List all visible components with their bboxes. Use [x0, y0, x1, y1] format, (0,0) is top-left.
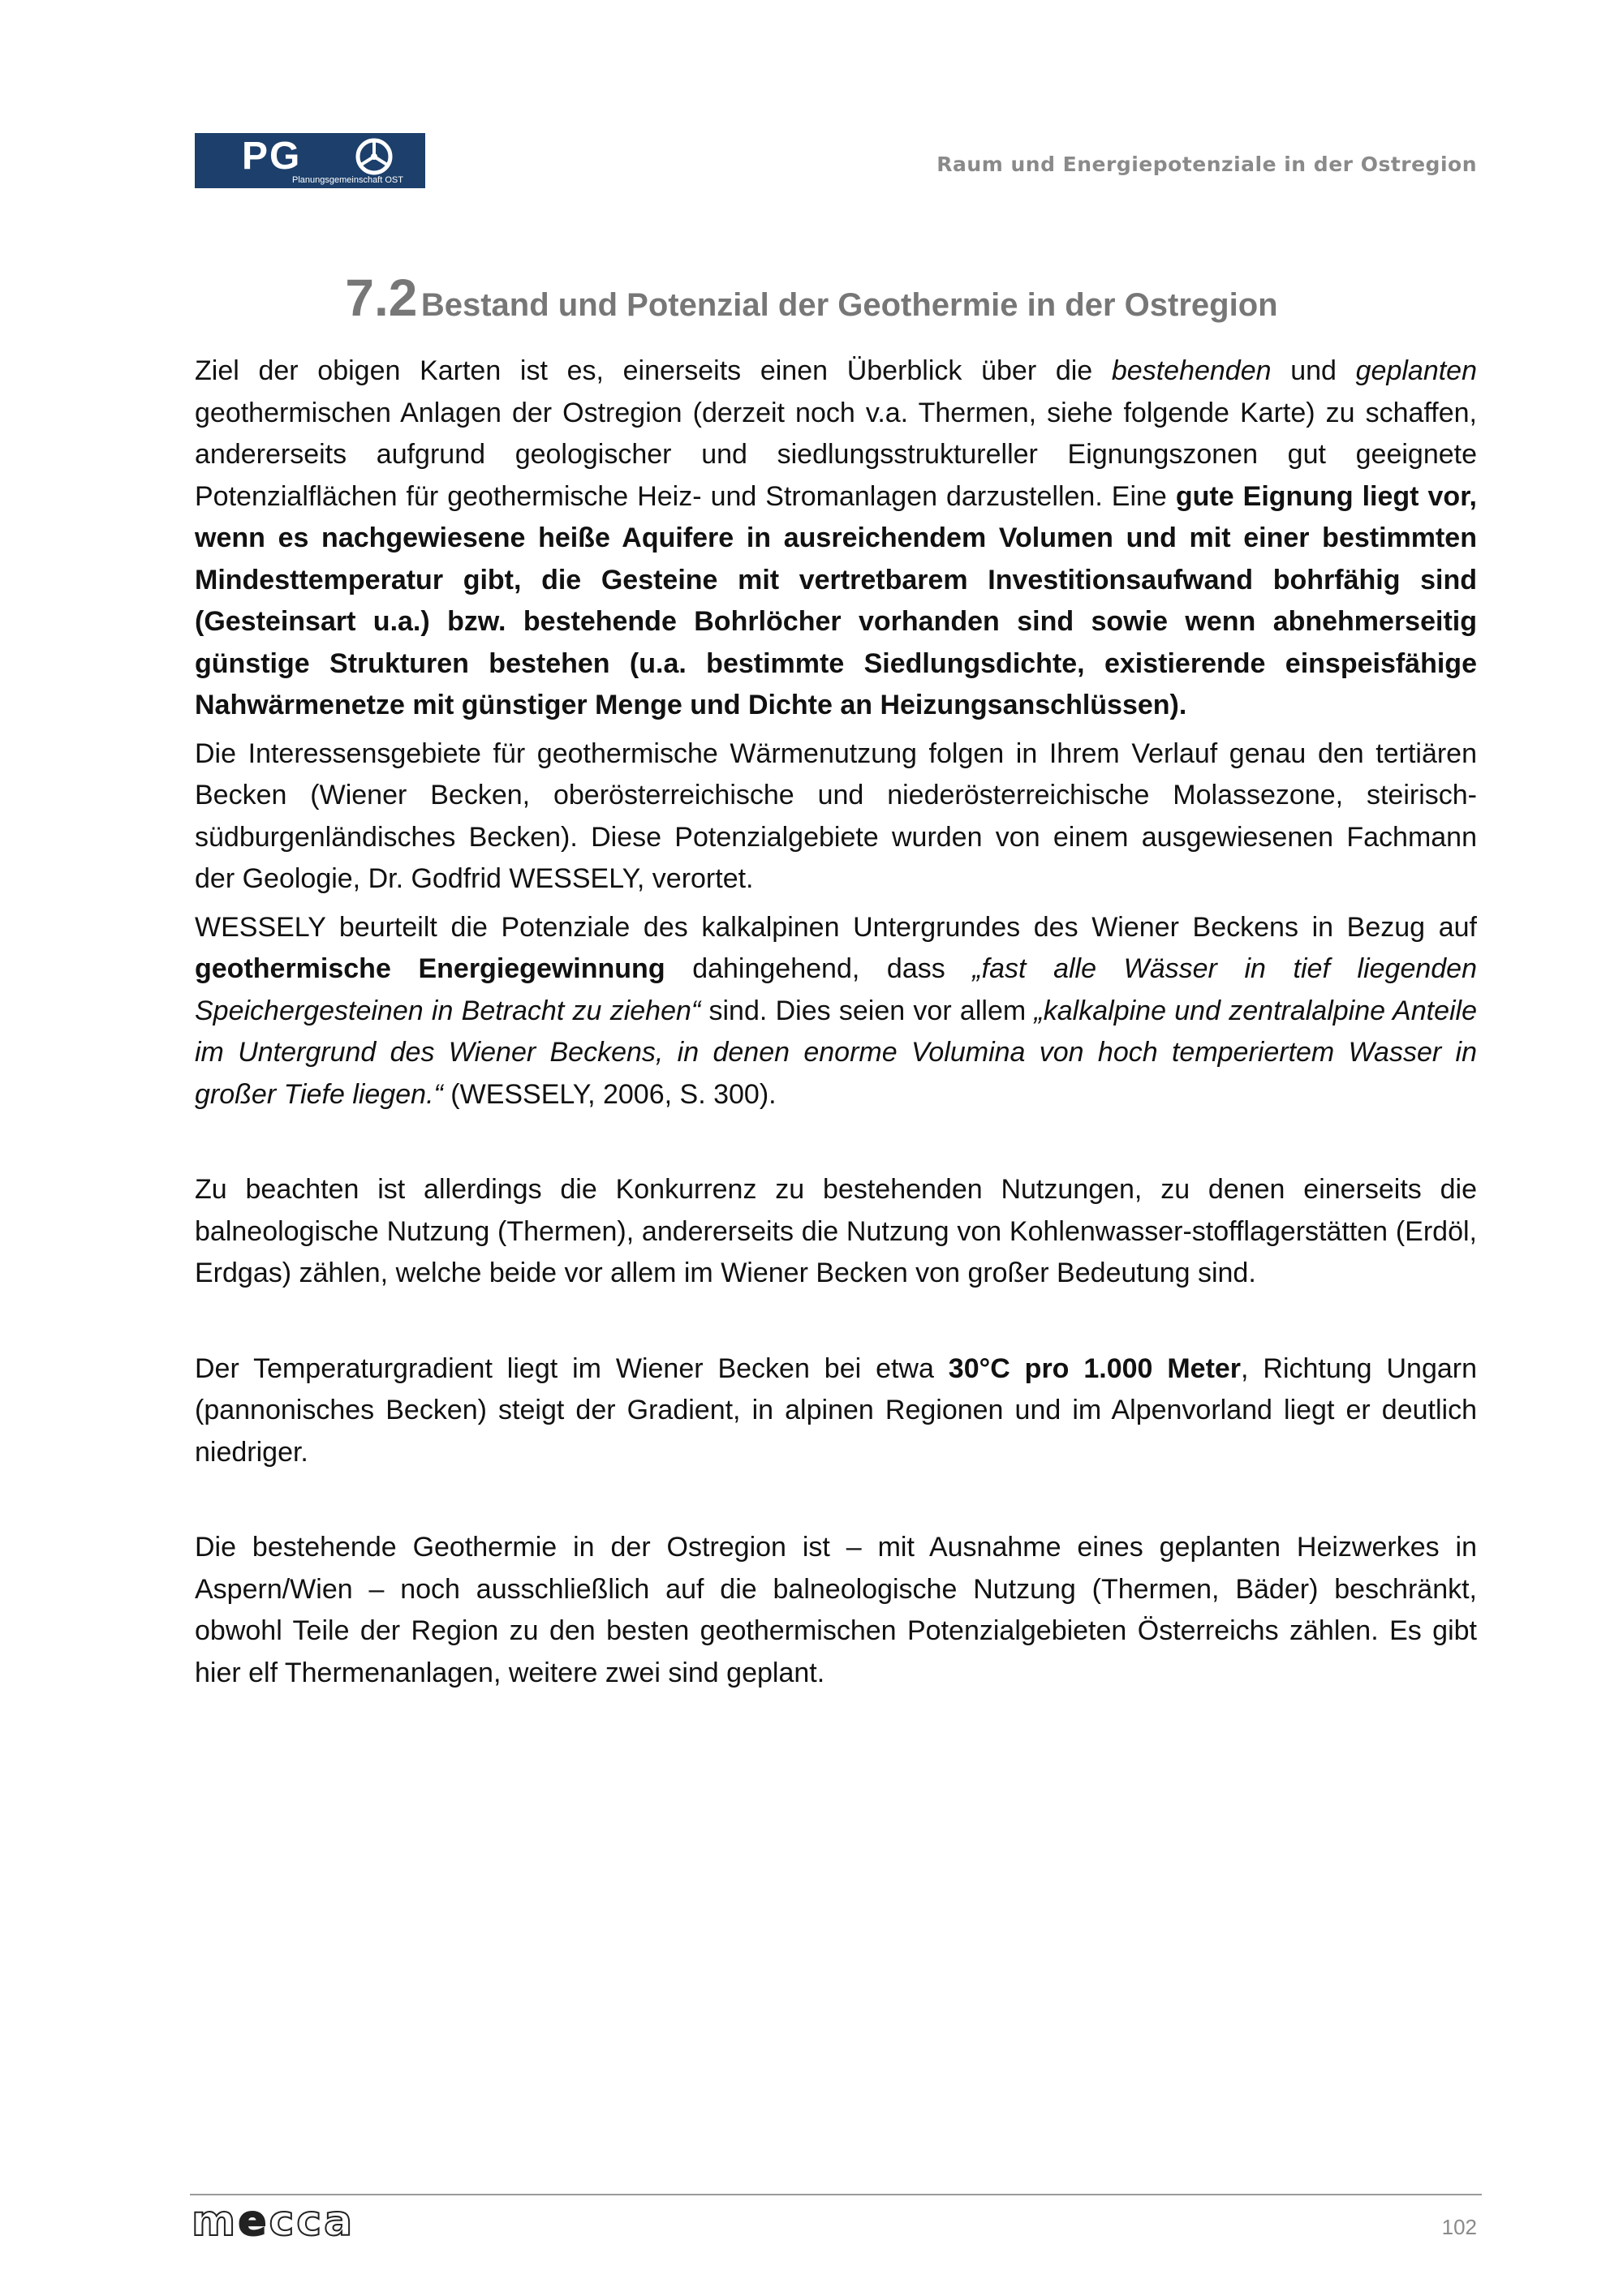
- section-title: Bestand und Potenzial der Geothermie in der Ostregion: [420, 287, 1278, 323]
- p3-text-5: sind. Dies seien vor allem: [700, 995, 1035, 1026]
- logo-subtitle: Planungsgemeinschaft OST: [292, 175, 403, 185]
- mecca-logo-cca: cca: [269, 2197, 355, 2246]
- mecca-logo: [192, 2199, 355, 2244]
- section-number: 7.2: [345, 269, 418, 327]
- p3-text-3: dahingehend, dass: [665, 953, 973, 984]
- logo-wheel-icon: [355, 138, 393, 175]
- p5-bold-gradient: 30°C pro 1.000 Meter: [948, 1352, 1242, 1384]
- paragraph-3: [195, 907, 1477, 1116]
- p3-quote-2: „kalkalpine und zentralalpine Anteile im Untergrund des Wiener Beckens, in denen enorme Volumina von hoch temperiertem Wasser in großer Tiefe liegen.“: [195, 995, 1478, 1110]
- p5-text-3: , Richtung Ungarn (pannonisches Becken) steigt der Gradient, in alpinen Regionen und im Alpenvorland liegt er deutlich niedriger.: [195, 1352, 1478, 1468]
- mecca-logo-m: m: [192, 2197, 239, 2246]
- footer-divider: [190, 2194, 1482, 2195]
- mecca-logo-e: e: [238, 2197, 269, 2246]
- pgo-logo: [195, 133, 425, 188]
- p3-quote-1: „fast alle Wässer in tief liegenden Speichergesteinen in Betracht zu ziehen“: [195, 953, 1478, 1026]
- p1-text-3: und: [1271, 355, 1356, 386]
- p1-text-5: geothermischen Anlagen der Ostregion (derzeit noch v.a. Thermen, siehe folgende Karte) zu schaffen, andererseits aufgrund geologischer und siedlungsstruktureller Eignungszonen gut geeignete Potenzialflächen für geothermische Heiz- und Stromanlagen darzustellen. Eine: [195, 397, 1477, 512]
- p5-text-1: Der Temperaturgradient liegt im Wiener Becken bei etwa: [195, 1352, 949, 1384]
- page-number: 102: [1441, 2215, 1477, 2239]
- logo-letters: PG: [242, 135, 302, 178]
- p3-citation: (WESSELY, 2006, S. 300).: [442, 1078, 777, 1110]
- p3-text-1: WESSELY beurteilt die Potenziale des kalkalpinen Untergrundes des Wiener Beckens in Bezug auf: [195, 911, 1477, 943]
- body-text: [195, 350, 1477, 1694]
- paragraph-1: [195, 350, 1477, 727]
- p3-bold-energiegewinnung: geothermische Energiegewinnung: [195, 953, 665, 984]
- section-heading: [0, 268, 1623, 328]
- paragraph-5: [195, 1348, 1477, 1474]
- p1-italic-geplanten: geplanten: [1355, 355, 1477, 386]
- p1-italic-bestehenden: bestehenden: [1111, 355, 1272, 386]
- paragraph-4: Zu beachten ist allerdings die Konkurrenz zu bestehenden Nutzungen, zu denen einerseits die balneologische Nutzung (Thermen), andererseits die Nutzung von Kohlenwasser-stofflagerstätten (Erdöl, Erdgas) zählen, welche beide vor allem im Wiener Becken von großer Bedeutung sind.: [195, 1174, 1477, 1288]
- p1-text-1: Ziel der obigen Karten ist es, einerseits einen Überblick über die: [195, 355, 1112, 386]
- p1-bold-eignung: gute Eignung liegt vor, wenn es nachgewiesene heiße Aquifere in ausreichendem Volumen und mit einer bestimmten Mindesttemperatur gibt, die Gesteine mit vertretbarem Investitionsaufwand bohrfähig sind (Gesteinsart u.a.) bzw. bestehende Bohrlöcher vorhanden sind sowie wenn abnehmerseitig günstige Strukturen bestehen (u.a. bestimmte Siedlungsdichte, existierende einspeisfähige Nahwärmenetze mit günstiger Menge und Dichte an Heizungsanschlüssen).: [195, 480, 1477, 720]
- paragraph-6: Die bestehende Geothermie in der Ostregion ist – mit Ausnahme eines geplanten Heizwerkes in Aspern/Wien – noch ausschließlich auf die balneologische Nutzung (Thermen, Bäder) beschränkt, obwohl Teile der Region zu den besten geothermischen Potenzialgebieten Österreichs zählen. Es gibt hier elf Thermenanlagen, weitere zwei sind geplant.: [195, 1532, 1477, 1688]
- running-header-title: Raum und Energiepotenziale in der Ostregion: [936, 153, 1477, 176]
- paragraph-2: Die Interessensgebiete für geothermische Wärmenutzung folgen in Ihrem Verlauf genau den tertiären Becken (Wiener Becken, oberösterreichische und niederösterreichische Molassezone, steirisch-südburgenländisches Becken). Diese Potenzialgebiete wurden von einem ausgewiesenen Fachmann der Geologie, Dr. Godfrid WESSELY, verortet.: [195, 737, 1477, 894]
